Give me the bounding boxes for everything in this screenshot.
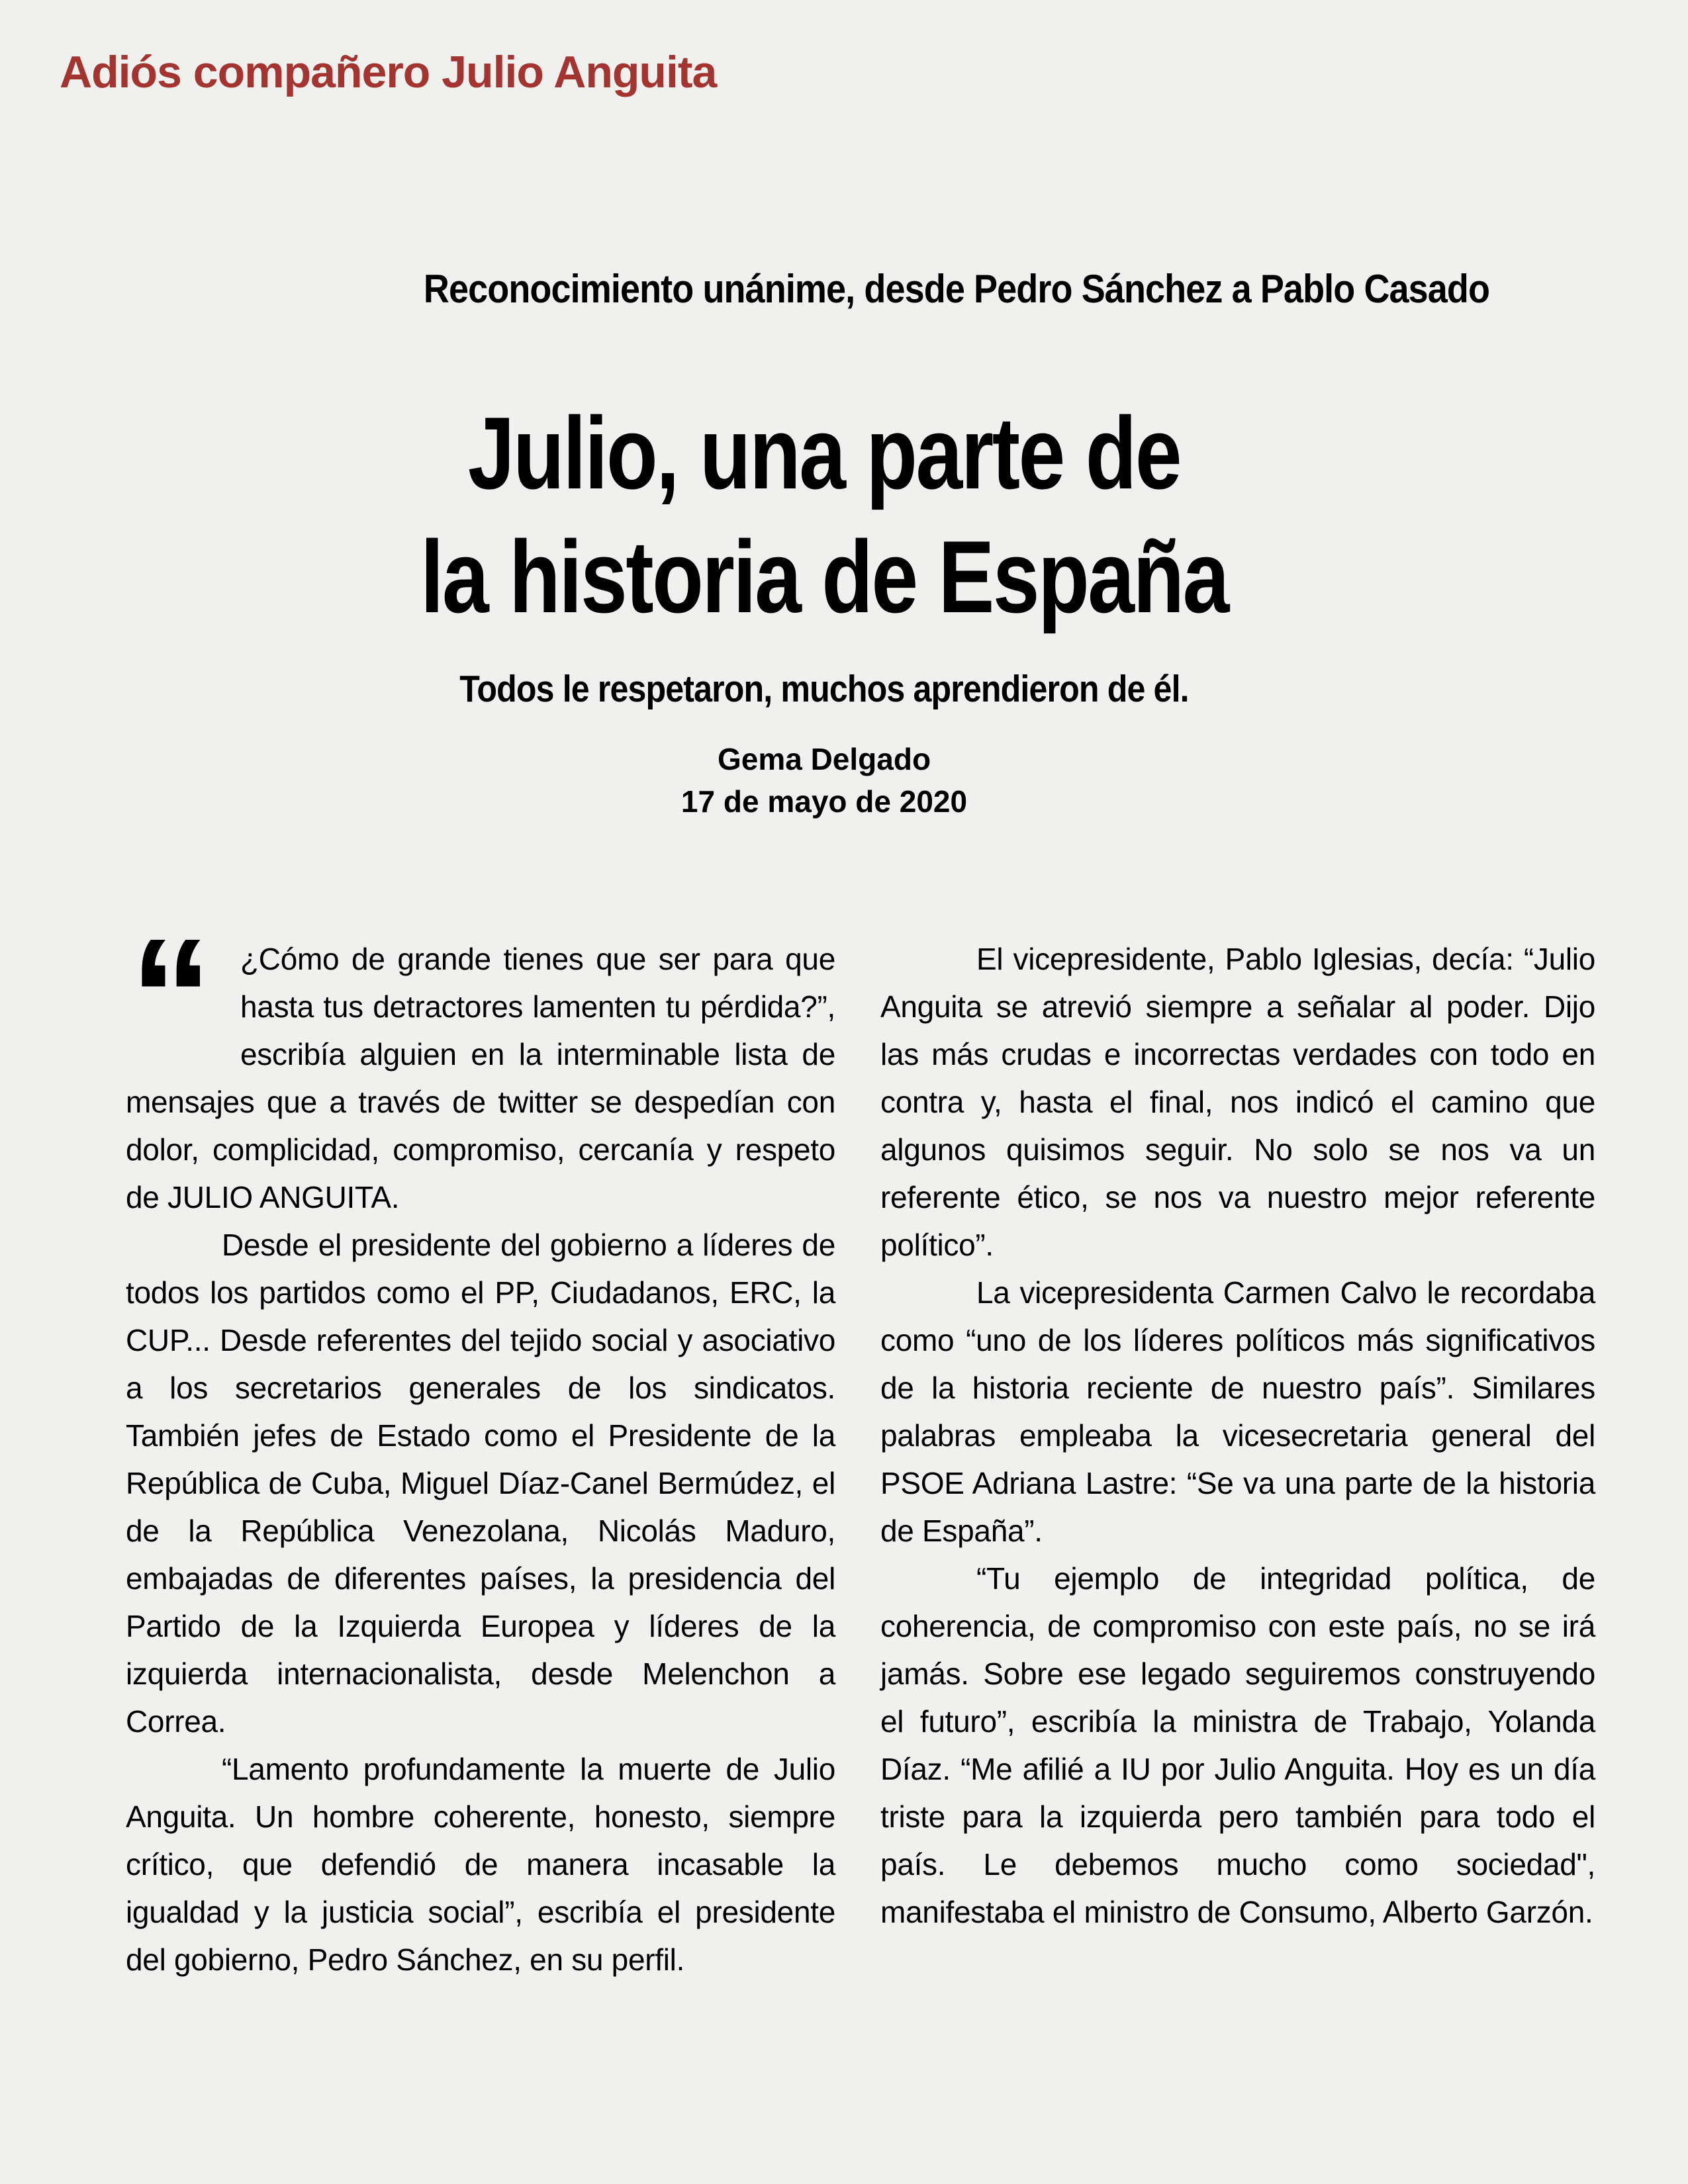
headline-line-2: la historia de España (420, 520, 1228, 634)
opening-quote-glyph: “ (130, 904, 212, 1089)
byline-date: 17 de mayo de 2020 (680, 784, 968, 819)
paragraph: La vicepresidenta Carmen Calvo le recordaba como “uno de los líderes políticos más significativos de la historia reciente de nuestro país”. Similares palabras empleaba la vicesecretaria general del PSOE Adriana Lastre: “Se va una parte de la historia de España”. (880, 1275, 1595, 1548)
paragraph: Desde el presidente del gobierno a líderes de todos los partidos como el PP, Ciudadanos, ERC, la CUP... Desde referentes del tejido social y asociativo a los secretarios generales de los sindicatos. También jefes de Estado como el Presidente de la República de Cuba, Miguel Díaz-Canel Bermúdez, el de la República Venezolana, Nicolás Maduro, embajadas de diferentes países, la presidencia del Partido de la Izquierda Europea y líderes de la izquierda internacionalista, desde Melenchon a Correa. (126, 1228, 835, 1739)
paragraph-text: ¿Cómo de grande tienes que ser para que hasta tus detractores lamenten tu pérdida?”, escribía alguien en la interminable lista de mensajes que a través de twitter se despedían con dolor, complicidad, compromiso, cercanía y respeto de JULIO ANGUITA. (126, 942, 835, 1214)
column-right (880, 935, 1595, 1983)
article-body (126, 904, 1595, 1983)
subhead: Todos le respetaron, muchos aprendieron de él. (459, 668, 1189, 710)
headline-kicker: Reconocimiento unánime, desde Pedro Sánchez a Pablo Casado (423, 267, 1490, 311)
article-series-title: Adiós compañero Julio Anguita (60, 47, 717, 97)
paragraph: “Tu ejemplo de integridad política, de coherencia, de compromiso con este país, no se irá jamás. Sobre ese legado seguiremos construyendo el futuro”, escribía la ministra de Trabajo, Yolanda Díaz. “Me afilié a IU por Julio Anguita. Hoy es un día triste para la izquierda pero también para todo el país. Le debemos mucho como sociedad", manifestaba el ministro de Consumo, Alberto Garzón. (880, 1561, 1595, 1929)
byline-author: Gema Delgado (717, 742, 931, 776)
paragraph (126, 904, 835, 1221)
byline (126, 738, 1523, 823)
column-left (126, 904, 835, 1983)
opening-quote-mark (126, 904, 240, 1089)
paragraph: “Lamento profundamente la muerte de Julio Anguita. Un hombre coherente, honesto, siempre crítico, que defendió de manera incasable la igualdad y la justicia social”, escribía el presidente del gobierno, Pedro Sánchez, en su perfil. (126, 1752, 835, 1977)
headline-line-1: Julio, una parte de (467, 396, 1181, 510)
headline (252, 391, 1397, 639)
paragraph: El vicepresidente, Pablo Iglesias, decía: “Julio Anguita se atrevió siempre a señalar al poder. Dijo las más crudas e incorrectas verdades con todo en contra y, hasta el final, nos indicó el camino que algunos quisimos seguir. No solo se nos va un referente ético, se nos va nuestro mejor referente político”. (880, 942, 1595, 1262)
